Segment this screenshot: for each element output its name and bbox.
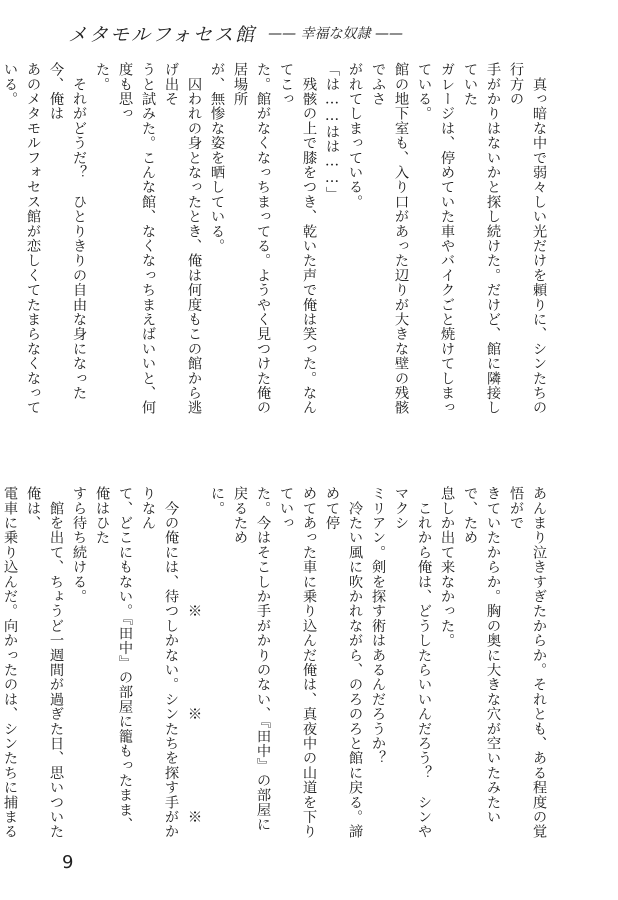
text-column: て、どこにもない。『田中』の部屋に籠もったまま、俺はひた	[94, 486, 133, 832]
text-column: が、無惨な姿を晒している。	[209, 62, 225, 254]
text-column: ミリアン。剣を探す術はあるんだろうか？	[370, 486, 386, 766]
book-title: メタモルフォセス館	[68, 23, 257, 46]
text-column: ガレージは、停めていた車やバイクごと焼けてしまっている。	[416, 62, 455, 415]
text-block-top	[2, 62, 550, 420]
text-column: 息しか出て来なかった。	[439, 486, 455, 648]
text-column: 電車に乗り込んだ。向かったのは、シンたちに捕まる	[2, 486, 18, 839]
text-column: た。館がなくなっちまってる。ようやく見つけた俺の居場所	[232, 62, 271, 415]
text-column: あんまり泣きすぎたからか。それとも、ある程度の覚悟がで	[508, 486, 547, 839]
text-column: きていたからか。胸の奥に大きな穴が空いたみたいで、ため	[462, 486, 501, 825]
text-column: あのメタモルフォセス館が恋しくてたまらなくなっている。	[2, 62, 41, 415]
text-column: 真っ暗な中で弱々しい光だけを頼りに、シンたちの行方の	[508, 62, 547, 415]
text-column: めてあった車に乗り込んだ俺は、真夜中の山道を下りていっ	[278, 486, 317, 839]
text-column: 館を出て、ちょうど一週間が過ぎた日、思いついた俺は、	[25, 486, 64, 839]
text-column: 館の地下室も、入り口があった辺りが大きな壁の残骸でふさ	[370, 62, 409, 415]
text-column: 手がかりはないかと探し続けた。だけど、館に隣接していた	[462, 62, 501, 415]
text-column: それがどうだ？ ひとりきりの自由な身になった今、俺は	[48, 62, 87, 401]
text-column: これから俺は、どうしたらいいんだろう？ シンやマクシ	[393, 486, 432, 839]
text-column: た。	[94, 62, 110, 92]
text-column: 今の俺には、待つしかない。シンたちを探す手がかりなん	[140, 486, 179, 839]
text-column: に。	[209, 486, 225, 516]
text-column: がれてしまっている。	[347, 62, 363, 209]
text-column: 囚われの身となったとき、俺は何度もこの館から逃げ出そ	[163, 62, 202, 415]
text-block-bottom	[2, 486, 550, 844]
text-column: 冷たい風に吹かれながら、のろのろと館に戻る。諦めて停	[324, 486, 363, 839]
page-number: 9	[62, 852, 74, 873]
text-column: た。今はそこしか手がかりのない、『田中』の部屋に戻るため	[232, 486, 271, 832]
text-column: すら待ち続ける。	[71, 486, 87, 604]
text-column: ※ ※ ※	[186, 486, 202, 825]
text-column: うと試みた。こんな館、なくなっちまえばいいと、何度も思っ	[117, 62, 156, 415]
text-column: 「は……はは……」	[324, 62, 340, 202]
page-header	[68, 18, 488, 48]
text-column: 残骸の上で膝をつき、乾いた声で俺は笑った。なんてこっ	[278, 62, 317, 415]
chapter-subtitle: —— 幸福な奴隷 ——	[268, 26, 403, 42]
